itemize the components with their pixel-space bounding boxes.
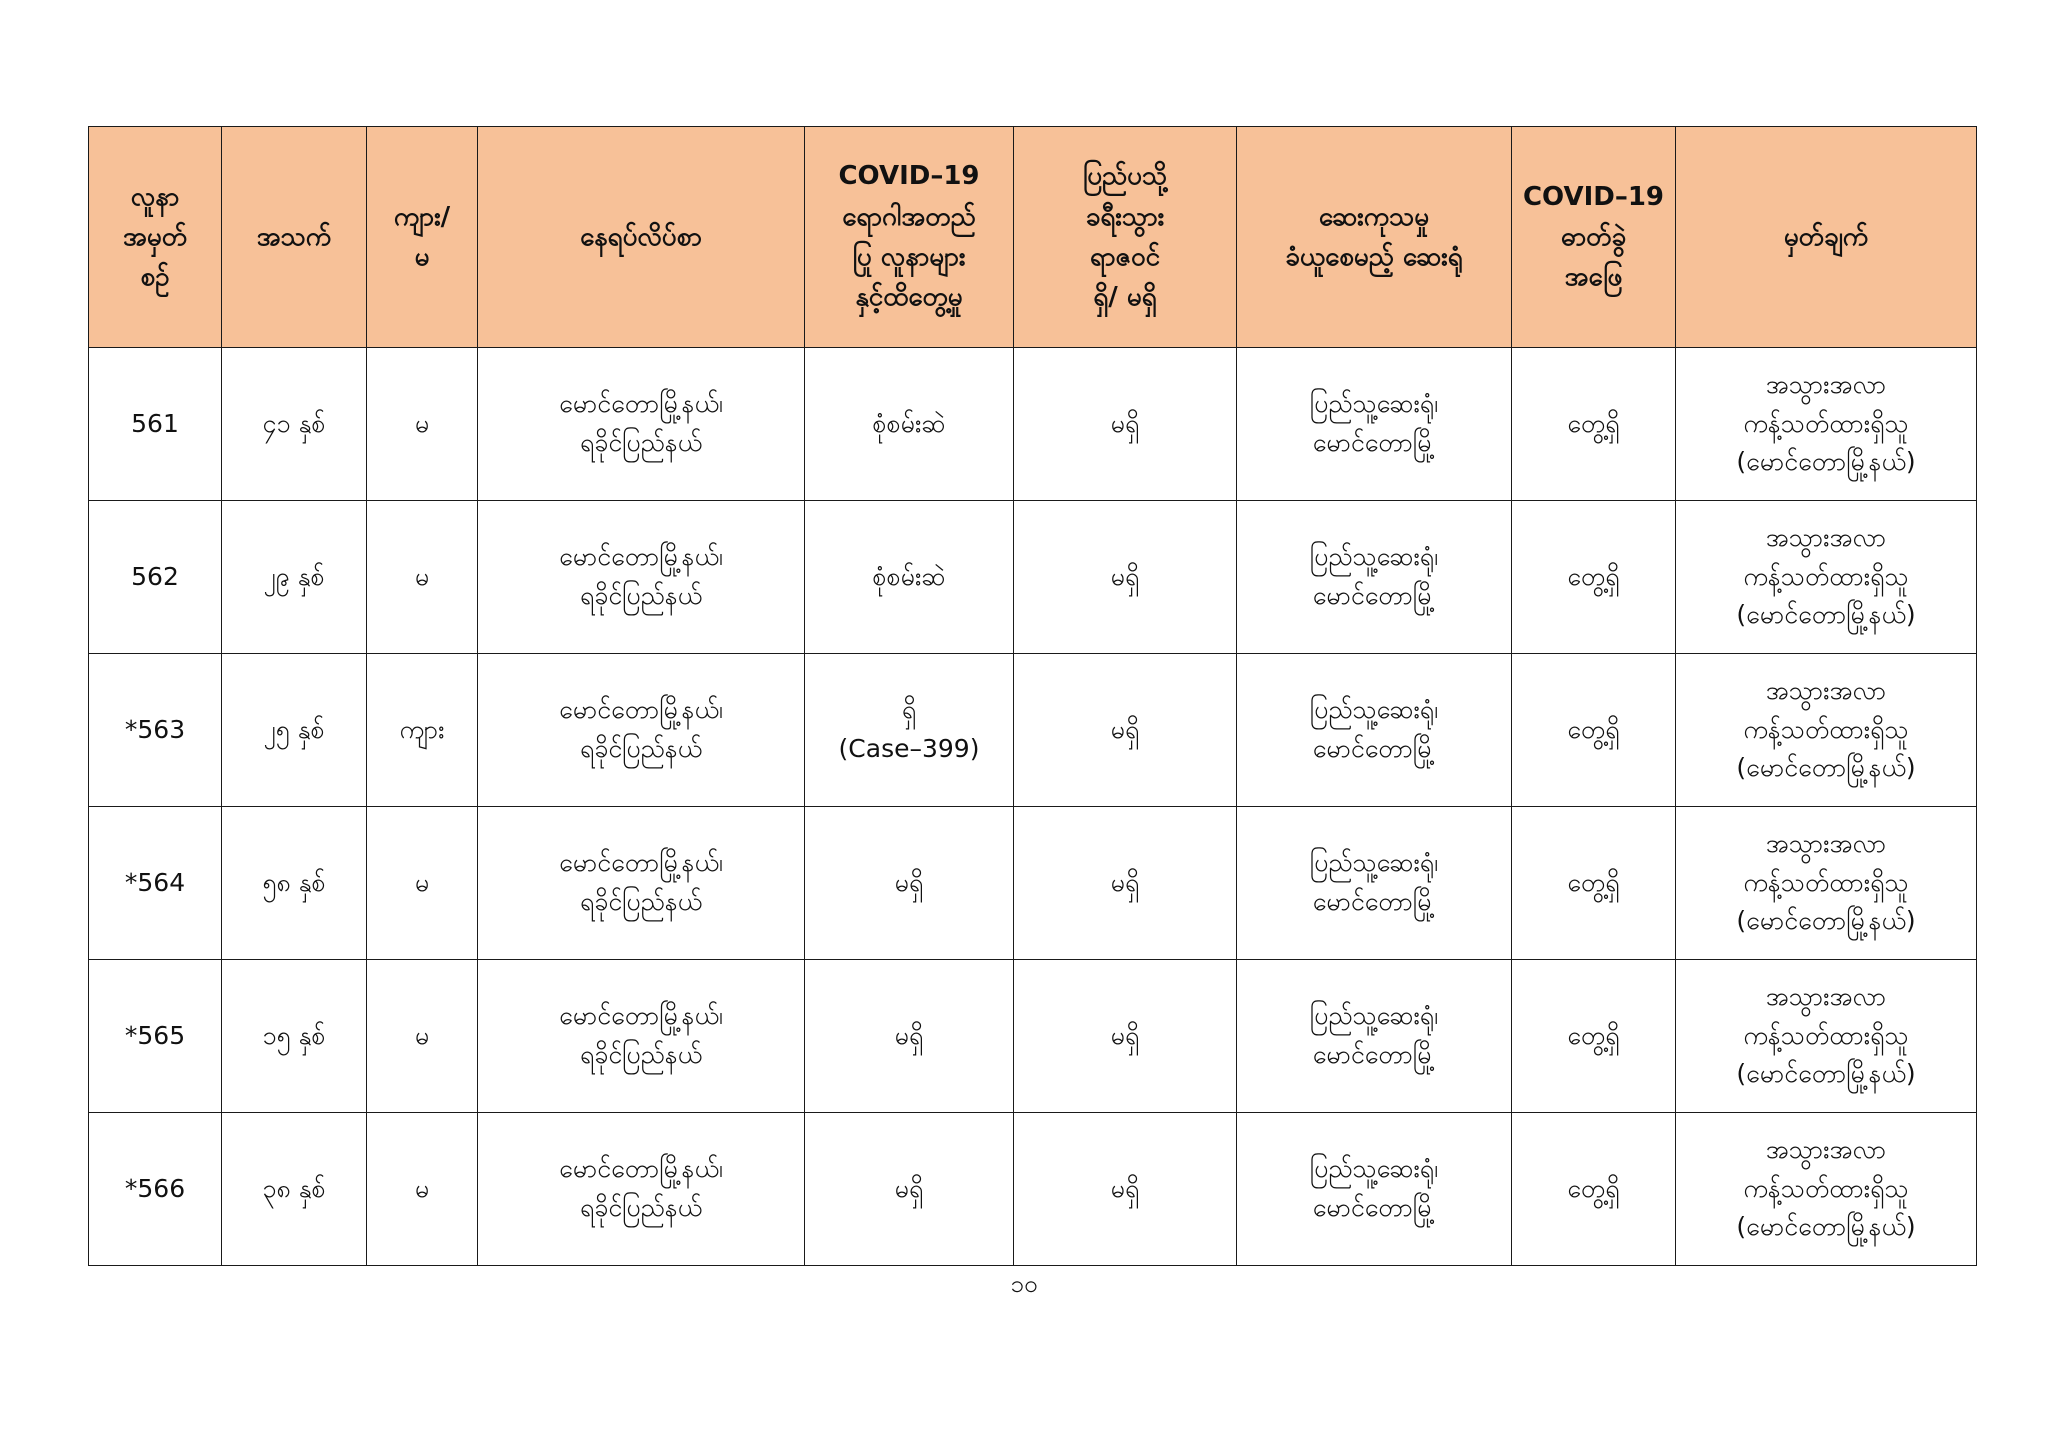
cell-age: ၃၈ နှစ် (222, 1113, 367, 1266)
table-row (89, 960, 1977, 1113)
cell-address-line: မောင်တောမြို့နယ်၊ (559, 695, 723, 725)
cell-address-line: ရခိုင်ပြည်နယ် (579, 887, 703, 916)
cell-address-line: မောင်တောမြို့နယ်၊ (559, 848, 723, 878)
cell-patient-no: *565 (89, 960, 222, 1113)
header-remarks (1676, 127, 1977, 348)
header-label-line: COVID–19 (1522, 181, 1665, 212)
cell-contact (805, 960, 1014, 1113)
cell-age: ၂၉ နှစ် (222, 501, 367, 654)
cell-hospital-line: ပြည်သူ့ဆေးရုံ၊ (1309, 542, 1439, 572)
cell-travel-history: မရှိ (1014, 960, 1237, 1113)
cell-address-line: ရခိုင်ပြည်နယ် (579, 581, 703, 610)
cell-hospital-line: ပြည်သူ့ဆေးရုံ၊ (1309, 1001, 1439, 1031)
header-label-line: ရောဂါအတည် (842, 201, 976, 232)
header-row (89, 127, 1977, 348)
cell-hospital (1237, 348, 1512, 501)
cell-hospital-line: မောင်တောမြို့ (1312, 734, 1436, 763)
header-travel-history (1014, 127, 1237, 348)
cell-address-line: မောင်တောမြို့နယ်၊ (559, 1001, 723, 1031)
cell-contact (805, 807, 1014, 960)
cell-patient-no: 561 (89, 348, 222, 501)
cell-address (478, 654, 805, 807)
table-row (89, 501, 1977, 654)
header-label-line: မှတ်ချက် (1783, 221, 1869, 252)
cell-travel-history: မရှိ (1014, 501, 1237, 654)
cell-contact-line: မရှိ (894, 867, 924, 897)
cell-contact (805, 348, 1014, 501)
cell-remarks-line: (မောင်တောမြို့နယ်) (1736, 600, 1916, 630)
cell-contact-line: (Case–399) (838, 734, 980, 763)
cell-hospital (1237, 654, 1512, 807)
header-label-line: ပြည်ပသို့ (1082, 161, 1168, 192)
cell-lab-result: တွေ့ရှိ (1512, 348, 1676, 501)
cell-remarks (1676, 348, 1977, 501)
cell-patient-no: *563 (89, 654, 222, 807)
cell-lab-result: တွေ့ရှိ (1512, 654, 1676, 807)
cell-patient-no: *566 (89, 1113, 222, 1266)
header-label-line: နှင့်ထိတွေ့မှု (855, 282, 963, 313)
cell-address (478, 501, 805, 654)
header-lab-result (1512, 127, 1676, 348)
cell-contact (805, 501, 1014, 654)
cell-travel-history: မရှိ (1014, 348, 1237, 501)
cell-remarks (1676, 501, 1977, 654)
header-label-line: ခံယူစေမည့် ဆေးရုံ (1285, 242, 1463, 272)
cell-remarks-line: ကန့်သတ်ထားရှိသူ (1743, 1173, 1909, 1203)
header-label-line: ရာဇဝင် (1089, 242, 1161, 272)
table-row (89, 807, 1977, 960)
cell-remarks-line: (မောင်တောမြို့နယ်) (1736, 1059, 1916, 1089)
table-row (89, 348, 1977, 501)
cell-contact (805, 654, 1014, 807)
cell-remarks-line: (မောင်တောမြို့နယ်) (1736, 1212, 1916, 1242)
cell-contact-line: စုံစမ်းဆဲ (872, 561, 946, 591)
header-hospital (1237, 127, 1512, 348)
cell-sex: မ (367, 960, 478, 1113)
cell-remarks-line: (မောင်တောမြို့နယ်) (1736, 447, 1916, 477)
cell-remarks-line: အသွားအလာ (1765, 981, 1887, 1011)
cell-hospital-line: မောင်တောမြို့ (1312, 581, 1436, 610)
cell-age: ၂၅ နှစ် (222, 654, 367, 807)
header-label-line: နေရပ်လိပ်စာ (580, 221, 702, 252)
cell-address-line: မောင်တောမြို့နယ်၊ (559, 542, 723, 572)
header-label-line: အဖြေ (1564, 262, 1623, 293)
cell-sex: မ (367, 501, 478, 654)
cell-hospital-line: ပြည်သူ့ဆေးရုံ၊ (1309, 389, 1439, 419)
cell-sex: ကျား (367, 654, 478, 807)
cell-address-line: ရခိုင်ပြည်နယ် (579, 1040, 703, 1069)
cell-hospital (1237, 1113, 1512, 1266)
cell-remarks-line: အသွားအလာ (1765, 828, 1887, 858)
header-age (222, 127, 367, 348)
header-contact (805, 127, 1014, 348)
cell-lab-result: တွေ့ရှိ (1512, 501, 1676, 654)
header-label-line: ဆေးကုသမှု (1318, 201, 1430, 232)
cell-address (478, 960, 805, 1113)
cell-remarks-line: ကန့်သတ်ထားရှိသူ (1743, 561, 1909, 591)
header-label-line: ဓာတ်ခွဲ (1560, 221, 1627, 252)
table-row (89, 654, 1977, 807)
cell-travel-history: မရှိ (1014, 1113, 1237, 1266)
header-label-line: ရှိ/ မရှိ (1093, 282, 1157, 313)
header-address (478, 127, 805, 348)
cell-address-line: မောင်တောမြို့နယ်၊ (559, 389, 723, 419)
cell-remarks-line: ကန့်သတ်ထားရှိသူ (1743, 1020, 1909, 1050)
cell-remarks-line: အသွားအလာ (1765, 369, 1887, 399)
cell-address-line: ရခိုင်ပြည်နယ် (579, 734, 703, 763)
cell-travel-history: မရှိ (1014, 807, 1237, 960)
cell-travel-history: မရှိ (1014, 654, 1237, 807)
cell-remarks-line: ကန့်သတ်ထားရှိသူ (1743, 408, 1909, 438)
cell-remarks-line: ကန့်သတ်ထားရှိသူ (1743, 714, 1909, 744)
cell-remarks-line: အသွားအလာ (1765, 675, 1887, 705)
cell-remarks (1676, 1113, 1977, 1266)
table-header (89, 127, 1977, 348)
header-label-line: စဉ် (140, 262, 170, 293)
cell-hospital (1237, 807, 1512, 960)
cell-contact (805, 1113, 1014, 1266)
cell-address (478, 1113, 805, 1266)
cell-hospital-line: မောင်တောမြို့ (1312, 1040, 1436, 1069)
cell-patient-no: *564 (89, 807, 222, 960)
cell-lab-result: တွေ့ရှိ (1512, 960, 1676, 1113)
header-label-line: COVID–19 (838, 161, 980, 192)
cell-patient-no: 562 (89, 501, 222, 654)
cell-age: ၄၁ နှစ် (222, 348, 367, 501)
cell-hospital-line: ပြည်သူ့ဆေးရုံ၊ (1309, 695, 1439, 725)
header-label-line: ခရီးသွား (1085, 201, 1165, 232)
cell-hospital-line: မောင်တောမြို့ (1312, 1193, 1436, 1222)
header-label-line: အမှတ် (122, 221, 188, 252)
header-patient-no (89, 127, 222, 348)
cell-contact-line: ရှိ (901, 695, 917, 725)
cell-sex: မ (367, 348, 478, 501)
cell-sex: မ (367, 807, 478, 960)
cell-remarks-line: ကန့်သတ်ထားရှိသူ (1743, 867, 1909, 897)
cell-remarks-line: (မောင်တောမြို့နယ်) (1736, 753, 1916, 783)
cell-age: ၁၅ နှစ် (222, 960, 367, 1113)
cell-contact-line: မရှိ (894, 1173, 924, 1203)
cell-remarks-line: အသွားအလာ (1765, 522, 1887, 552)
cell-address-line: ရခိုင်ပြည်နယ် (579, 1193, 703, 1222)
header-label-line: လူနာ (130, 181, 180, 212)
cell-address-line: မောင်တောမြို့နယ်၊ (559, 1154, 723, 1184)
cell-age: ၅၈ နှစ် (222, 807, 367, 960)
cell-hospital (1237, 960, 1512, 1113)
cell-contact-line: စုံစမ်းဆဲ (872, 408, 946, 438)
cell-hospital-line: မောင်တောမြို့ (1312, 428, 1436, 457)
cell-lab-result: တွေ့ရှိ (1512, 807, 1676, 960)
cell-hospital-line: မောင်တောမြို့ (1312, 887, 1436, 916)
cell-remarks (1676, 654, 1977, 807)
cell-remarks-line: အသွားအလာ (1765, 1134, 1887, 1164)
cell-hospital-line: ပြည်သူ့ဆေးရုံ၊ (1309, 1154, 1439, 1184)
header-label-line: မ (414, 242, 430, 272)
header-label-line: အသက် (256, 221, 332, 252)
cell-hospital-line: ပြည်သူ့ဆေးရုံ၊ (1309, 848, 1439, 878)
table-body (89, 348, 1977, 1266)
cell-hospital (1237, 501, 1512, 654)
header-label-line: ပြု လူနာများ (852, 242, 966, 272)
cell-sex: မ (367, 1113, 478, 1266)
cell-remarks (1676, 807, 1977, 960)
cell-address-line: ရခိုင်ပြည်နယ် (579, 428, 703, 457)
header-label-line: ကျား/ (393, 201, 451, 232)
cell-lab-result: တွေ့ရှိ (1512, 1113, 1676, 1266)
cell-address (478, 348, 805, 501)
cell-address (478, 807, 805, 960)
table-row (89, 1113, 1977, 1266)
page-number: ၁၀ (1010, 1270, 1038, 1298)
header-sex (367, 127, 478, 348)
cell-remarks-line: (မောင်တောမြို့နယ်) (1736, 906, 1916, 936)
cell-remarks (1676, 960, 1977, 1113)
cell-contact-line: မရှိ (894, 1020, 924, 1050)
patient-table (88, 126, 1977, 1266)
